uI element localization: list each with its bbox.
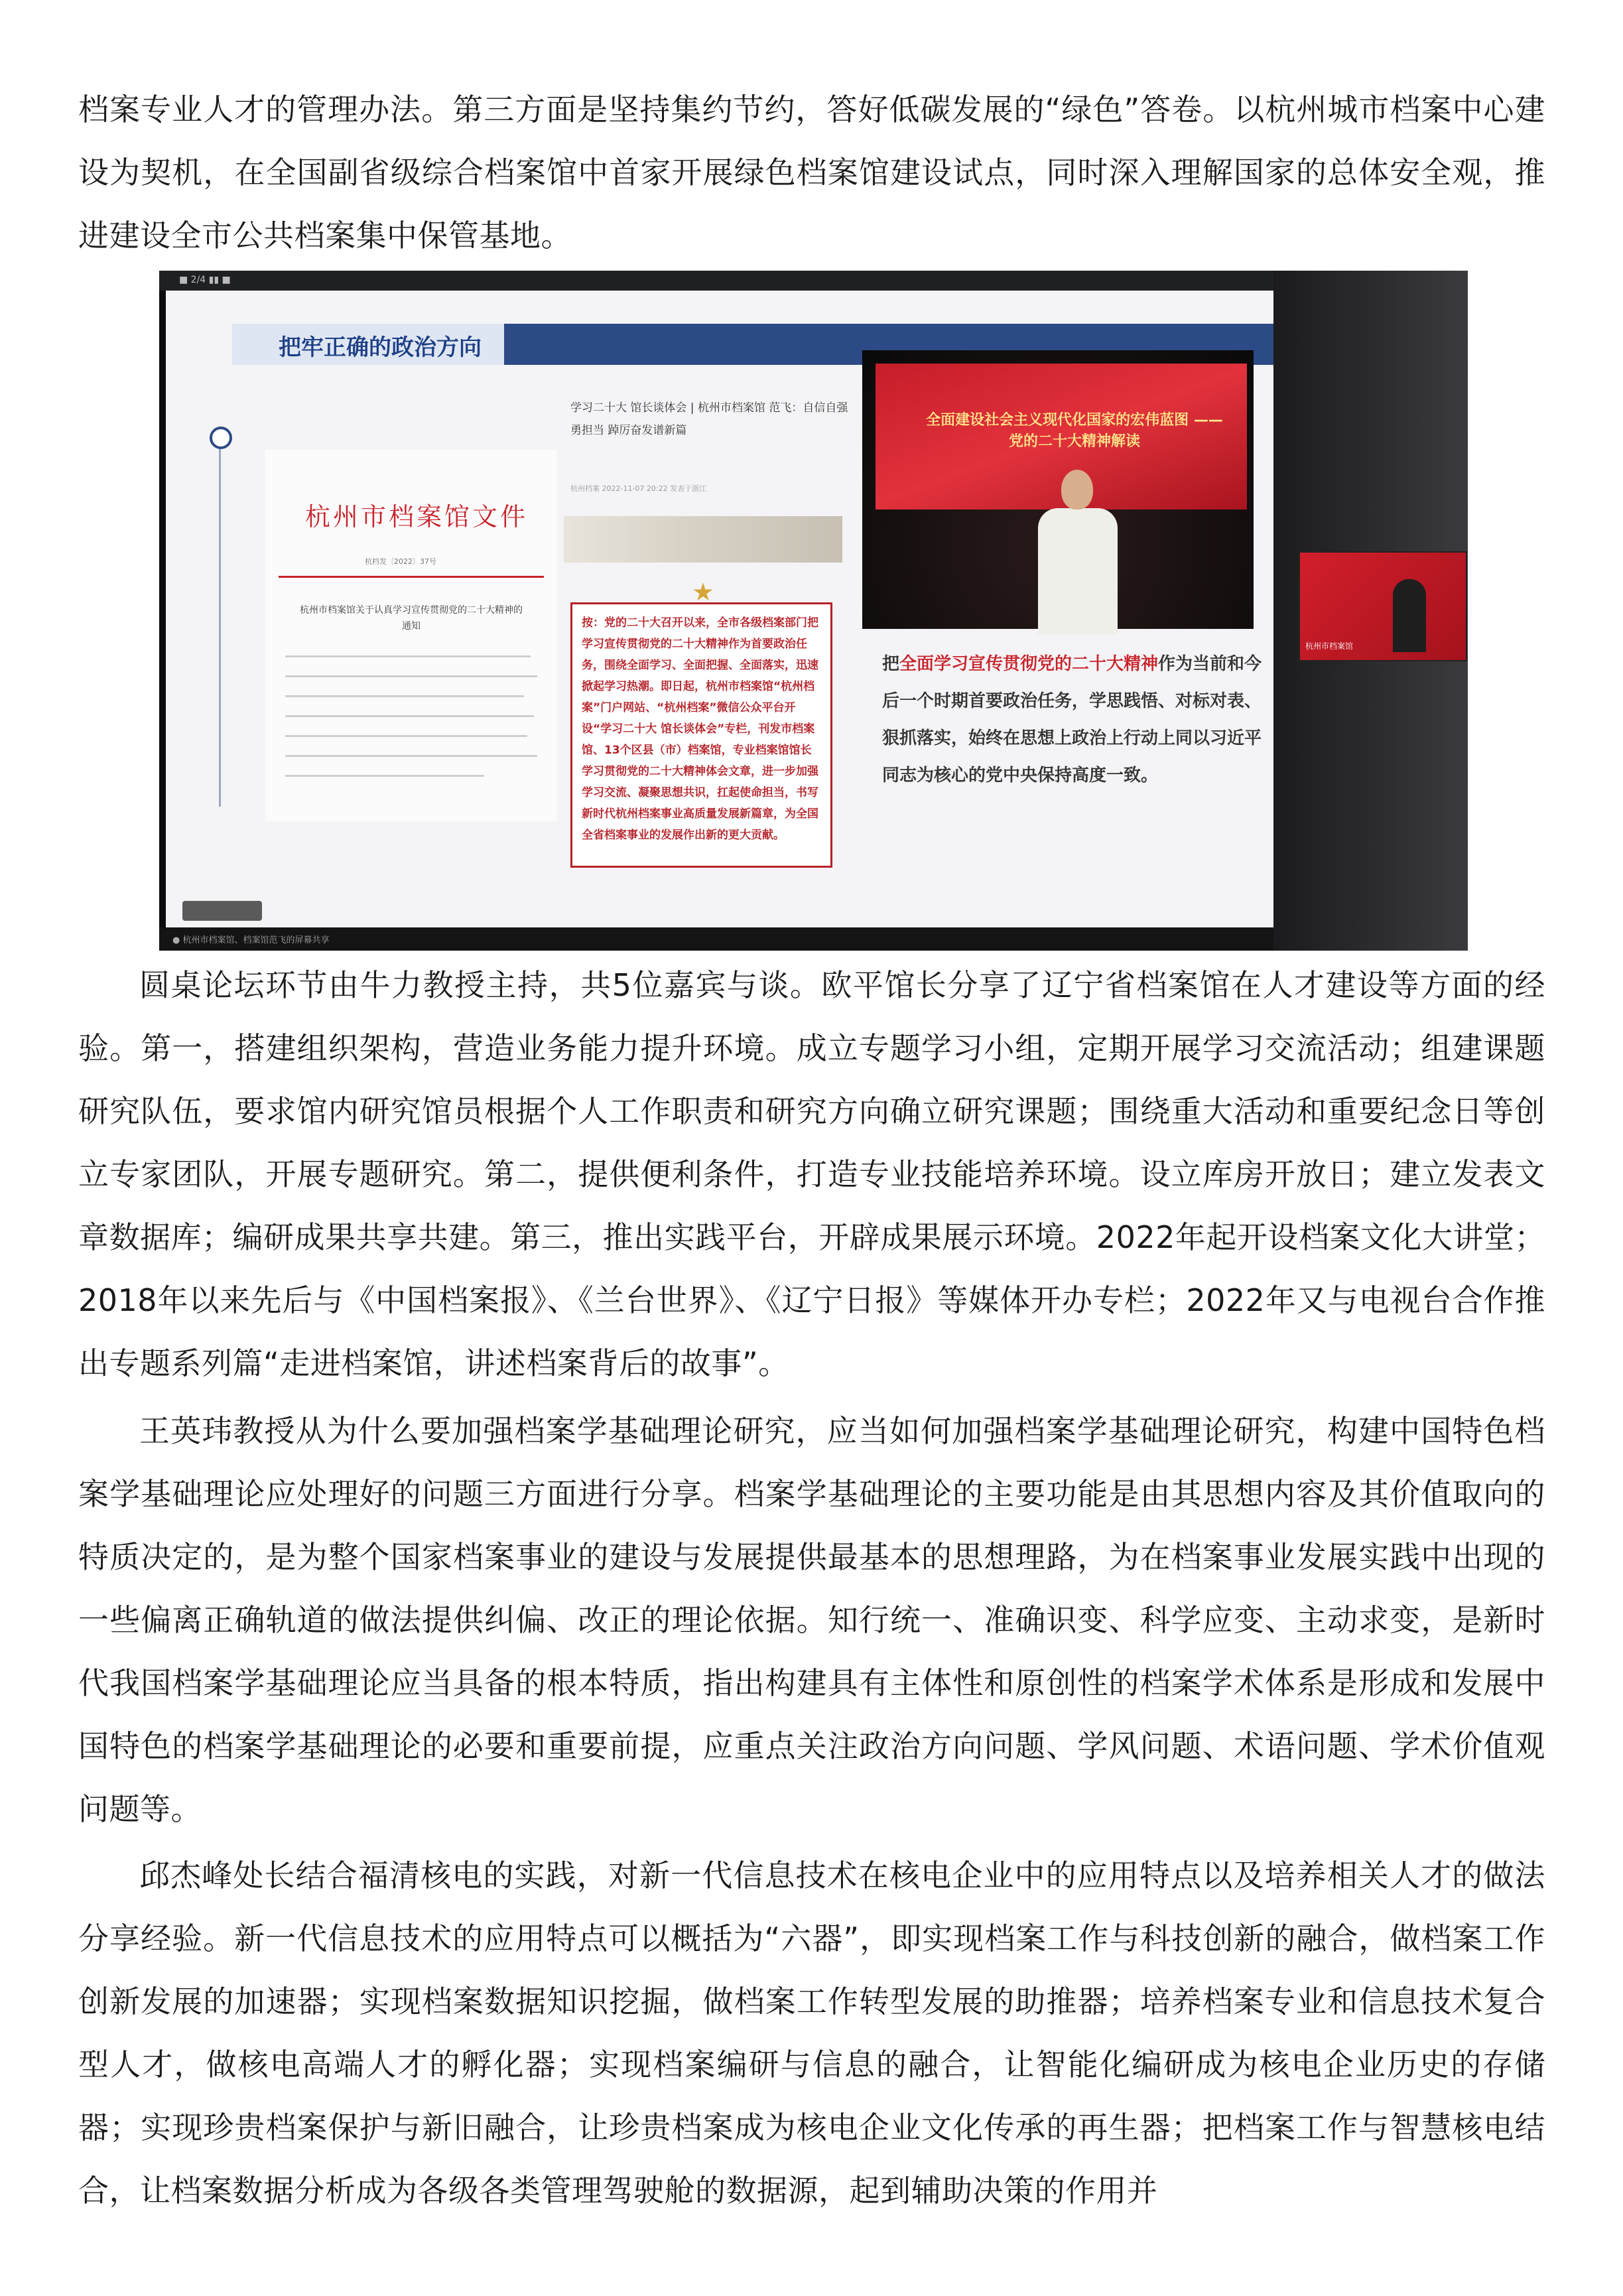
document-text-line — [285, 775, 484, 777]
stage-screen-text: 全面建设社会主义现代化国家的宏伟蓝图 ——党的二十大精神解读 — [926, 412, 1223, 450]
speaker-figure — [1038, 508, 1118, 634]
slide-heading: 把牢正确的政治方向 — [279, 334, 482, 361]
participant-video-tile[interactable] — [1299, 551, 1467, 661]
article-note-box: 按：党的二十大召开以来，全市各级档案部门把学习宣传贯彻党的二十大精神作为首要政治任务，围绕全面学习、全面把握、全面落实，迅速掀起学习热潮。即日起，杭州市档案馆“杭州档案”门户网站、“杭州档案”微信公众平台开设“学习二十大 馆长谈体会”专栏，刊发市档案馆、13个区县（市）档案馆，专业档案馆馆长学习贯彻党的二十大精神体会文章，进一步加强学习交流、凝聚思想共识，扛起使命担当，书写新时代杭州档案事业高质量发展新篇章，为全国全省档案事业的发展作出新的更大贡献。 — [570, 602, 832, 868]
document-text-line — [285, 675, 537, 677]
slide-quote — [882, 645, 1267, 794]
document-text-line — [285, 715, 534, 717]
official-document-image — [265, 450, 557, 821]
document-red-rule — [279, 576, 544, 578]
document-title: 杭州市档案馆文件 — [305, 502, 529, 531]
participant-label: 杭州市档案馆 — [1305, 642, 1354, 651]
paragraph-roundtable: 圆桌论坛环节由牛力教授主持，共5位嘉宾与谈。欧平馆长分享了辽宁省档案馆在人才建设等方面的经验。第一，搭建组织架构，营造业务能力提升环境。成立专题学习小组，定期开展学习交流活动；组建课题研究队伍，要求馆内研究馆员根据个人工作职责和研究方向确立研究课题；围绕重大活动和重要纪念日等创立专家团队，开展专题研究。第二，提供便利条件，打造专业技能培养环境。设立库房开放日；建立发表文章数据库；编研成果共享共建。第三，推出实践平台，开辟成果展示环境。2022年起开设档案文化大讲堂；2018年以来先后与《中国档案报》、《兰台世界》、《辽宁日报》等媒体开办专栏；2022年又与电视台合作推出专题系列篇“走进档案馆，讲述档案背后的故事”。 — [78, 967, 1545, 1381]
document-text-line — [285, 735, 527, 737]
meeting-toolbar — [159, 271, 1273, 291]
paragraph-qiu-jiefeng: 邱杰峰处长结合福清核电的实践，对新一代信息技术在核电企业中的应用特点以及培养相关人才的做法分享经验。新一代信息技术的应用特点可以概括为“六器”，即实现档案工作与科技创新的融合，做档案工作创新发展的加速器；实现档案数据知识挖掘，做档案工作转型发展的助推器；培养档案专业和信息技术复合型人才，做核电高端人才的孵化器；实现档案编研与信息的融合，让智能化编研成为核电企业历史的存储器；实现珍贵档案保护与新旧融合，让珍贵档案成为核电企业文化传承的再生器；把档案工作与智慧核电结合，让档案数据分析成为各级各类管理驾驶舱的数据源，起到辅助决策的作用并 — [78, 1857, 1545, 2208]
star-icon — [693, 582, 713, 602]
timeline-line — [219, 435, 221, 807]
document-text-line — [285, 755, 537, 757]
quote-highlight: 全面学习宣传贯彻党的二十大精神 — [899, 654, 1159, 674]
paragraph-wang-yingwei: 王英玮教授从为什么要加强档案学基础理论研究，应当如何加强档案学基础理论研究，构建中国特色档案学基础理论应处理好的问题三方面进行分享。档案学基础理论的主要功能是由其思想内容及其价值取向的特质决定的，是为整个国家档案事业的建设与发展提供最基本的思想理路，为在档案事业发展实践中出现的一些偏离正确轨道的做法提供纠偏、改正的理论依据。知行统一、准确识变、科学应变、主动求变，是新时代我国档案学基础理论应当具备的根本特质，指出构建具有主体性和原创性的档案学术体系是形成和发展中国特色的档案学基础理论的必要和重要前提，应重点关注政治方向问题、学风问题、术语问题、学术价值观问题等。 — [78, 1413, 1545, 1827]
share-status-bar — [159, 927, 1273, 951]
toolbar-text: ■ 2/4 ▮▮ ■ — [179, 275, 231, 285]
share-status-text: ● 杭州市档案馆、档案馆范飞的屏幕共享 — [172, 935, 330, 945]
timeline-dot — [210, 427, 232, 449]
speaker-head — [1061, 470, 1093, 509]
document-number: 杭档发〔2022〕37号 — [365, 557, 436, 566]
document-text-line — [285, 655, 531, 657]
speaker-photo — [862, 350, 1254, 629]
article-title: 学习二十大 馆长谈体会 | 杭州市档案馆 范飞：自信自强勇担当 踔厉奋发谱新篇 — [570, 401, 848, 437]
embedded-screenshot — [159, 271, 1468, 951]
quote-rest: 作为当前和今后一个时期首要政治任务，学思践悟、对标对表、狠抓落实，始终在思想上政治上行动上同以习近平同志为核心的党中央保持高度一致。 — [882, 654, 1262, 785]
document-subtitle: 杭州市档案馆关于认真学习宣传贯彻党的二十大精神的通知 — [300, 605, 523, 632]
article-meta: 杭州档案 2022-11-07 20:22 发表于浙江 — [570, 484, 707, 493]
quote-lead: 把 — [882, 654, 900, 674]
article-banner-image — [564, 516, 842, 563]
paragraph-continuation: 档案专业人才的管理办法。第三方面是坚持集约节约，答好低碳发展的“绿色”答卷。以杭州城市档案中心建设为契机，在全国副省级综合档案馆中首家开展绿色档案馆建设试点，同时深入理解国家的总体安全观，推进建设全市公共档案集中保管基地。 — [78, 92, 1545, 253]
participant-figure — [1393, 579, 1426, 652]
document-text-line — [285, 695, 524, 697]
presentation-slide — [166, 291, 1273, 929]
slide-page-control[interactable] — [182, 901, 262, 921]
